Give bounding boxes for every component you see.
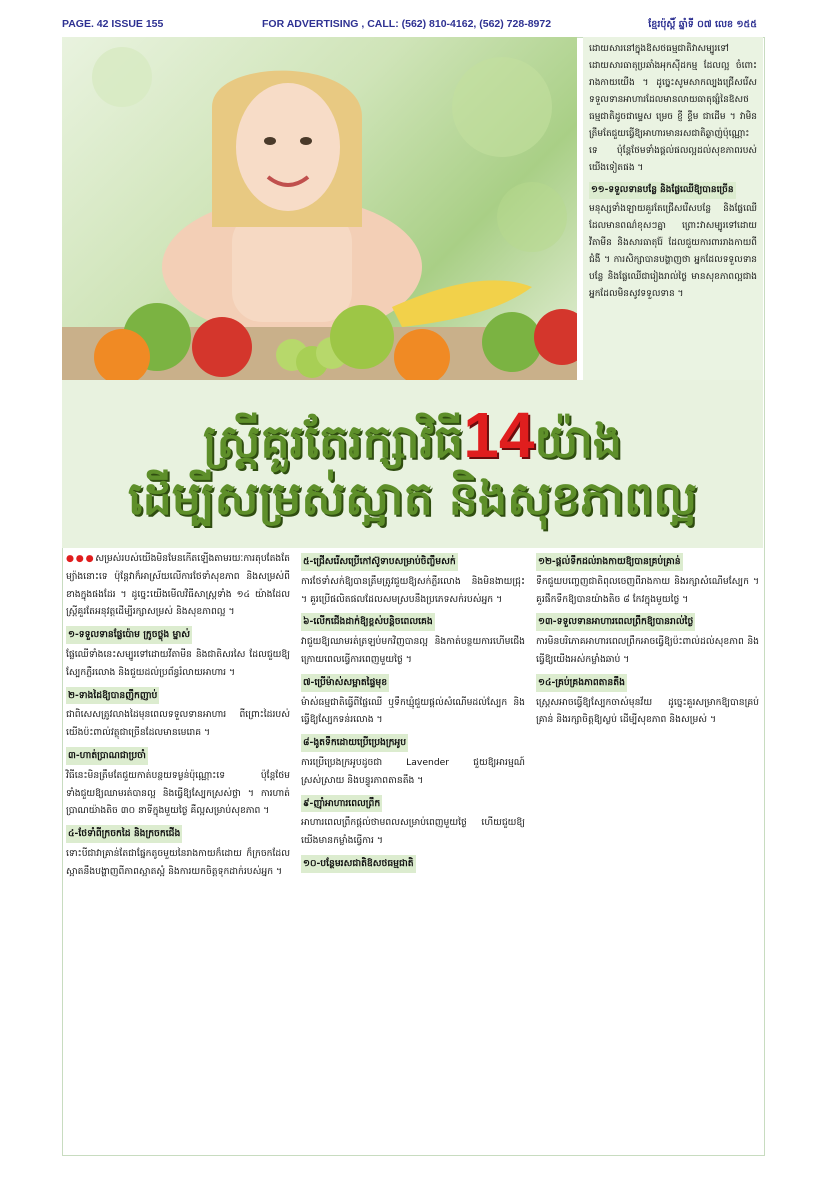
headline-number: 14 [463,399,535,471]
masthead: ខ្មែរប៉ុស្តិ៍ ឆ្នាំទី ០៧ លេខ ១៥៥ [648,19,757,30]
article-column-3 [532,550,763,1150]
woman-with-fruit-photo [62,37,577,382]
section-heading-4: ៤-ថែទាំពីក្រចកដៃ និងក្រចកជើង [66,825,182,843]
section-body-12: ទឹកជួយបញ្ចេញជាតិពុលចេញពីរាងកាយ និងរក្សាសំណើមស្បែក ។ គួរផឹកទឹកឱ្យបានយ៉ាងតិច ៨ កែវក្នុងមួយថ្ងៃ ។ [536,575,759,605]
section-body-2: ជាពិសេសត្រូវលាងដៃមុនពេលទទួលទានអាហារ ពីព្រោះដៃរបស់យើងប៉ះពាល់វត្ថុជាច្រើនដែលមានមេរោគ ។ [66,709,290,739]
section-body-6: វាជួយឱ្យឈាមរត់ត្រឡប់មកវិញបានល្អ និងកាត់បន្ថយការហើមជើងក្រោយពេលធ្វើការពេញមួយថ្ងៃ ។ [301,636,525,665]
section-heading-2: ២-ទាងដៃឱ្យបានញឹកញាប់ [66,687,159,705]
photo-illustration [62,37,577,382]
headline-part-a: ស្ត្រីគួរតែរក្សាវិធី [202,414,464,468]
section-body-8: ការប្រើប្រេងក្រអូបដូចជា Lavender ជួយឱ្យអារម្មណ៍ស្រស់ស្រាយ និងបន្ធូរភាពតានតឹង ។ [301,756,525,786]
advertising-contact: FOR ADVERTISING , CALL: (562) 810-4162, (562) 728-8972 [262,18,552,30]
section-body-9: អាហារពេលព្រឹកផ្តល់ថាមពលសម្រាប់ពេញមួយថ្ងៃ ហើយជួយឱ្យយើងមានកម្លាំងធ្វើការ ។ [301,817,525,847]
top-right-column [583,37,763,382]
article-column-1 [62,550,294,1150]
page-issue: PAGE. 42 ISSUE 155 [62,18,164,30]
section-body-14: ស្ត្រេសអាចធ្វើឱ្យស្បែកចាស់មុនវ័យ ដូច្នេះគួរសម្រាកឱ្យបានគ្រប់គ្រាន់ និងរក្សាចិត្តឱ្យស្ងប់ ដើម្បីសុខភាព និងសម្រស់ ។ [536,696,759,726]
section-heading-9: ៩-ញ៉ាំអាហារពេលព្រឹក [301,795,382,813]
headline-part-b: យ៉ាង [534,414,623,468]
section-heading-11: ១១-ទទួលទានបន្លែ និងផ្លែឈើឱ្យបានច្រើន [589,182,736,199]
section-body-13: ការមិនបរិភោគអាហារពេលព្រឹកអាចធ្វើឱ្យប៉ះពាល់ដល់សុខភាព និងធ្វើឱ្យយើងអស់កម្លាំងឆាប់ ។ [536,636,759,665]
section-heading-8: ៨-ងូតទឹកដោយប្រើប្រេងក្រអូប [301,734,408,752]
article-column-2 [297,550,529,1150]
section-heading-1: ១-ទទួលទានផ្លែប៉ោម ក្រូចថ្លុង ម្នាស់ [66,626,192,644]
section-body-1: ផ្លែឈើទាំងនេះសម្បូរទៅដោយវីតាមីន និងជាតិសរសៃ ដែលជួយឱ្យស្បែកភ្លឺរលោង និងជួយដល់ប្រព័ន្ធរំលាយអាហារ ។ [66,648,290,678]
section-heading-7: ៧-ប្រើម៉ាស់សម្អាតផ្ទៃមុខ [301,674,389,692]
section-heading-10: ១០-បន្ថែមរសជាតិឱសថធម្មជាតិ [301,855,416,873]
section-body-3: វិធីនេះមិនត្រឹមតែជួយកាត់បន្ថយទម្ងន់ប៉ុណ្ណោះទេ ប៉ុន្តែថែមទាំងជួយឱ្យឈាមរត់បានល្អ និងធ្វើឱ្យស្បែកស្រស់ថ្លា ។ ការហាត់ប្រាណយ៉ាងតិច ៣០ នាទីក្នុងមួយថ្ងៃ គឺល្អសម្រាប់សុខភាព ។ [66,769,290,817]
page-header [0,0,823,40]
intro-paragraph: សម្រស់របស់យើងមិនមែនកើតឡើងតាមរយៈការតុបតែងតែម្យ៉ាងនោះទេ ប៉ុន្តែវាក៏អាស្រ័យលើការថែទាំសុខភាព និងសម្រស់ពីខាងក្នុងផងដែរ ។ ដូច្នេះយើងមើលវិធីសាស្ត្រទាំង ១៤ យ៉ាងដែលស្ត្រីគួរតែអនុវត្តដើម្បីរក្សាសម្រស់ និងសុខភាពល្អ ។ [66,553,290,618]
top-column-body [589,41,757,305]
top-paragraph: ដោយសារនៅក្នុងឱសថធម្មជាតិវាសម្បូរទៅដោយសារធាតុប្រឆាំងអុកស៊ីដកម្ម ដែលល្អ ចំពោះរាងកាយយើង ។ ដូច្នេះសូមសាកល្បងជ្រើសរើសទទួលទានអាហារដែលមានលាយធាតុផ្សំនៃឱសថធម្មជាតិដូចជាម្ទេស ម្រេច ខ្ញី ខ្ទឹម ជាដើម ។ វាមិនត្រឹមតែជួយធ្វើឱ្យអាហារមានរសជាតិឆ្ងាញ់ប៉ុណ្ណោះទេ ប៉ុន្តែថែមទាំងផ្តល់ផលល្អដល់សុខភាពរបស់យើងទៀតផង ។ [589,44,757,173]
section-body-4: ទោះបីជាវាគ្រាន់តែជាផ្នែកតូចមួយនៃរាងកាយក៏ដោយ ក៏ក្រចកដែលស្អាតនឹងបង្ហាញពីភាពស្អាតស្អំ និងការយកចិត្តទុកដាក់របស់អ្នក ។ [66,847,290,877]
headline-line-1 [62,398,763,480]
section-heading-5: ៥-ជ្រើសរើសប្រើកៅស៊ូទាបសម្រាប់ចិញ្ចឹមសក់ [301,553,458,571]
section-heading-14: ១៤-គ្រប់គ្រងភាពតានតឹង [536,674,627,692]
section-heading-13: ១៣-ទទួលទានអាហារពេលព្រឹកឱ្យបានរាល់ថ្ងៃ [536,613,695,631]
section-heading-12: ១២-ផ្តល់ទឹកដល់រាងកាយឱ្យបានគ្រប់គ្រាន់ [536,553,683,571]
bullet-icon: ●●● [66,553,96,564]
section-body-5: ការថែទាំសក់ឱ្យបានត្រឹមត្រូវជួយឱ្យសក់ភ្លឺរលោង និងមិនងាយជ្រុះ ។ គួរប្រើផលិតផលដែលសមស្របនឹងប្រភេទសក់របស់អ្នក ។ [301,575,525,605]
headline-line-2: ដើម្បីសម្រស់ស្អាត និងសុខភាពល្អ [127,471,697,525]
section-heading-3: ៣-ហាត់ប្រាណជាប្រចាំ [66,747,148,765]
section-body-7: ម៉ាស់ធម្មជាតិធ្វើពីផ្លែឈើ ឬទឹកឃ្មុំជួយផ្តល់សំណើមដល់ស្បែក និងធ្វើឱ្យស្បែកទន់រលោង ។ [301,696,525,726]
top-paragraph-2: មនុស្សទាំងឡាយគួរតែជ្រើសរើសបន្លែ និងផ្លែឈើ ដែលមានពណ៌ខុសៗគ្នា ព្រោះវាសម្បូរទៅដោយវីតាមីន និងសារធាតុរ៉ែ ដែលជួយការពាររាងកាយពីជំងឺ ។ ការសិក្សាបានបង្ហាញថា អ្នកដែលទទួលទានបន្លែ និងផ្លែឈើជារៀងរាល់ថ្ងៃ មានសុខភាពល្អជាងអ្នកដែលមិនសូវទទួលទាន ។ [589,204,757,299]
section-heading-6: ៦-លើកជើងដាក់ឱ្យខ្ពស់បន្តិចពេលគេង [301,613,435,631]
